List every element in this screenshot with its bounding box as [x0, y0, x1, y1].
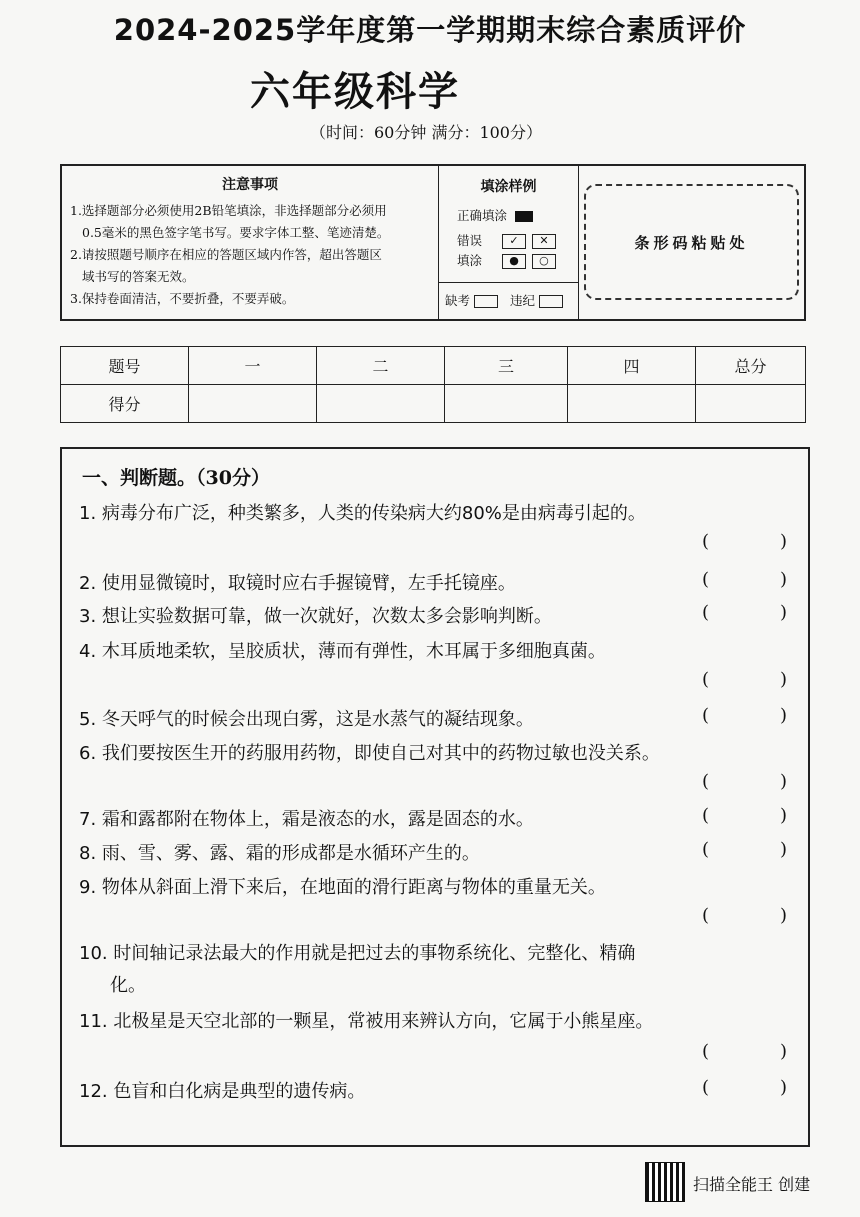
circle-mark-icon: ○: [532, 254, 556, 269]
answer-bracket[interactable]: [702, 1041, 787, 1062]
score-row-label: 得分: [61, 385, 189, 423]
notice-item: 1.选择题部分必须使用2B铅笔填涂，非选择题部分必须用: [70, 203, 387, 218]
score-cell[interactable]: [696, 385, 806, 423]
bracket-open: (: [702, 839, 710, 860]
fill-example-heading: 填涂样例: [480, 179, 537, 195]
score-table-header: 一: [189, 347, 317, 385]
bracket-close: ): [779, 839, 787, 860]
score-table-header: 二: [317, 347, 445, 385]
notice-item: 域书写的答案无效。: [82, 269, 195, 284]
answer-bracket[interactable]: [702, 602, 787, 623]
score-table: [60, 346, 806, 423]
question-text-continued: 化。: [110, 975, 146, 996]
bracket-open: (: [702, 905, 710, 926]
notice-item: 2.请按照题号顺序在相应的答题区域内作答，超出答题区: [70, 247, 382, 262]
bracket-close: ): [779, 705, 787, 726]
absent-checkbox[interactable]: [474, 295, 498, 308]
correct-fill-label: 正确填涂: [457, 208, 508, 223]
wrong-fill-label: 错误: [457, 233, 483, 248]
score-table-header: 四: [568, 347, 696, 385]
answer-bracket[interactable]: [702, 805, 787, 826]
barcode-section: [579, 166, 804, 319]
score-table-header-row: [61, 347, 806, 385]
section-title: 一、判断题。（30分）: [82, 467, 270, 489]
question-text: 4. 木耳质地柔软，呈胶质状，薄而有弹性，木耳属于多细胞真菌。: [79, 641, 606, 662]
score-table-header: 总分: [696, 347, 806, 385]
notice-heading: 注意事项: [222, 177, 278, 193]
answer-bracket[interactable]: [702, 705, 787, 726]
question-text: 9. 物体从斜面上滑下来后，在地面的滑行距离与物体的重量无关。: [79, 877, 606, 898]
notice-item: 0.5毫米的黑色签字笔书写。要求字体工整、笔迹清楚。: [82, 225, 390, 240]
scanner-watermark: 扫描全能王 创建: [693, 1175, 811, 1194]
question-text: 7. 霜和露都附在物体上，霜是液态的水，露是固态的水。: [79, 809, 534, 830]
score-table-header: 题号: [61, 347, 189, 385]
exam-info: （时间：60分钟 满分：100分）: [310, 123, 542, 142]
score-table-header: 三: [445, 347, 568, 385]
answer-bracket[interactable]: [702, 531, 787, 552]
check-mark-icon: ✓: [502, 234, 526, 249]
score-cell[interactable]: [189, 385, 317, 423]
question-text: 10. 时间轴记录法最大的作用就是把过去的事物系统化、完整化、精确: [79, 943, 636, 964]
bracket-close: ): [779, 669, 787, 690]
bracket-open: (: [702, 771, 710, 792]
answer-bracket[interactable]: [702, 839, 787, 860]
bracket-close: ): [779, 531, 787, 552]
absent-label: 缺考: [445, 293, 471, 308]
bracket-open: (: [702, 1077, 710, 1098]
wrong-fill-label-2: 填涂: [457, 253, 483, 268]
divider: [439, 282, 578, 283]
wrong-fill-row-2: [457, 251, 556, 269]
question-text: 2. 使用显微镜时，取镜时应右手握镜臂，左手托镜座。: [79, 573, 516, 594]
bracket-close: ): [779, 805, 787, 826]
bracket-close: ): [779, 569, 787, 590]
answer-bracket[interactable]: [702, 569, 787, 590]
violation-label: 违纪: [509, 293, 535, 308]
wrong-fill-row: [457, 231, 556, 249]
question-text: 3. 想让实验数据可靠，做一次就好，次数太多会影响判断。: [79, 606, 552, 627]
bracket-close: ): [779, 1077, 787, 1098]
notice-section: [62, 166, 439, 319]
violation-checkbox[interactable]: [539, 295, 563, 308]
notice-box: [60, 164, 806, 321]
bracket-open: (: [702, 1041, 710, 1062]
barcode-area: 条形码粘贴处: [584, 184, 799, 300]
dot-mark-icon: ●: [502, 254, 526, 269]
fill-example-section: [439, 166, 579, 319]
question-text: 6. 我们要按医生开的药服用药物，即使自己对其中的药物过敏也没关系。: [79, 743, 660, 764]
score-cell[interactable]: [445, 385, 568, 423]
question-text: 1. 病毒分布广泛，种类繁多，人类的传染病大约80%是由病毒引起的。: [79, 503, 646, 524]
bracket-close: ): [779, 1041, 787, 1062]
bracket-close: ): [779, 602, 787, 623]
answer-bracket[interactable]: [702, 771, 787, 792]
score-cell[interactable]: [568, 385, 696, 423]
bracket-close: ): [779, 905, 787, 926]
question-text: 8. 雨、雪、雾、露、霜的形成都是水循环产生的。: [79, 843, 480, 864]
answer-bracket[interactable]: [702, 905, 787, 926]
bracket-open: (: [702, 705, 710, 726]
bracket-open: (: [702, 805, 710, 826]
question-text: 5. 冬天呼气的时候会出现白雾，这是水蒸气的凝结现象。: [79, 709, 534, 730]
correct-fill-row: [457, 206, 533, 224]
question-text: 11. 北极星是天空北部的一颗星，常被用来辨认方向，它属于小熊星座。: [79, 1011, 654, 1032]
bracket-open: (: [702, 669, 710, 690]
question-text: 12. 色盲和白化病是典型的遗传病。: [79, 1081, 366, 1102]
bracket-open: (: [702, 569, 710, 590]
bracket-close: ): [779, 771, 787, 792]
filled-block-icon: [515, 211, 533, 222]
score-cell[interactable]: [317, 385, 445, 423]
score-row: [61, 385, 806, 423]
absent-violation-row: [445, 291, 571, 309]
answer-bracket[interactable]: [702, 1077, 787, 1098]
exam-title: 2024-2025学年度第一学期期末综合素质评价: [113, 13, 747, 47]
bracket-open: (: [702, 602, 710, 623]
subject-title: 六年级科学: [250, 68, 460, 115]
answer-bracket[interactable]: [702, 669, 787, 690]
qr-code-icon: [646, 1163, 684, 1201]
notice-item: 3.保持卷面清洁，不要折叠，不要弄破。: [70, 291, 295, 306]
question-section: [60, 447, 810, 1147]
bracket-open: (: [702, 531, 710, 552]
cross-mark-icon: ✕: [532, 234, 556, 249]
